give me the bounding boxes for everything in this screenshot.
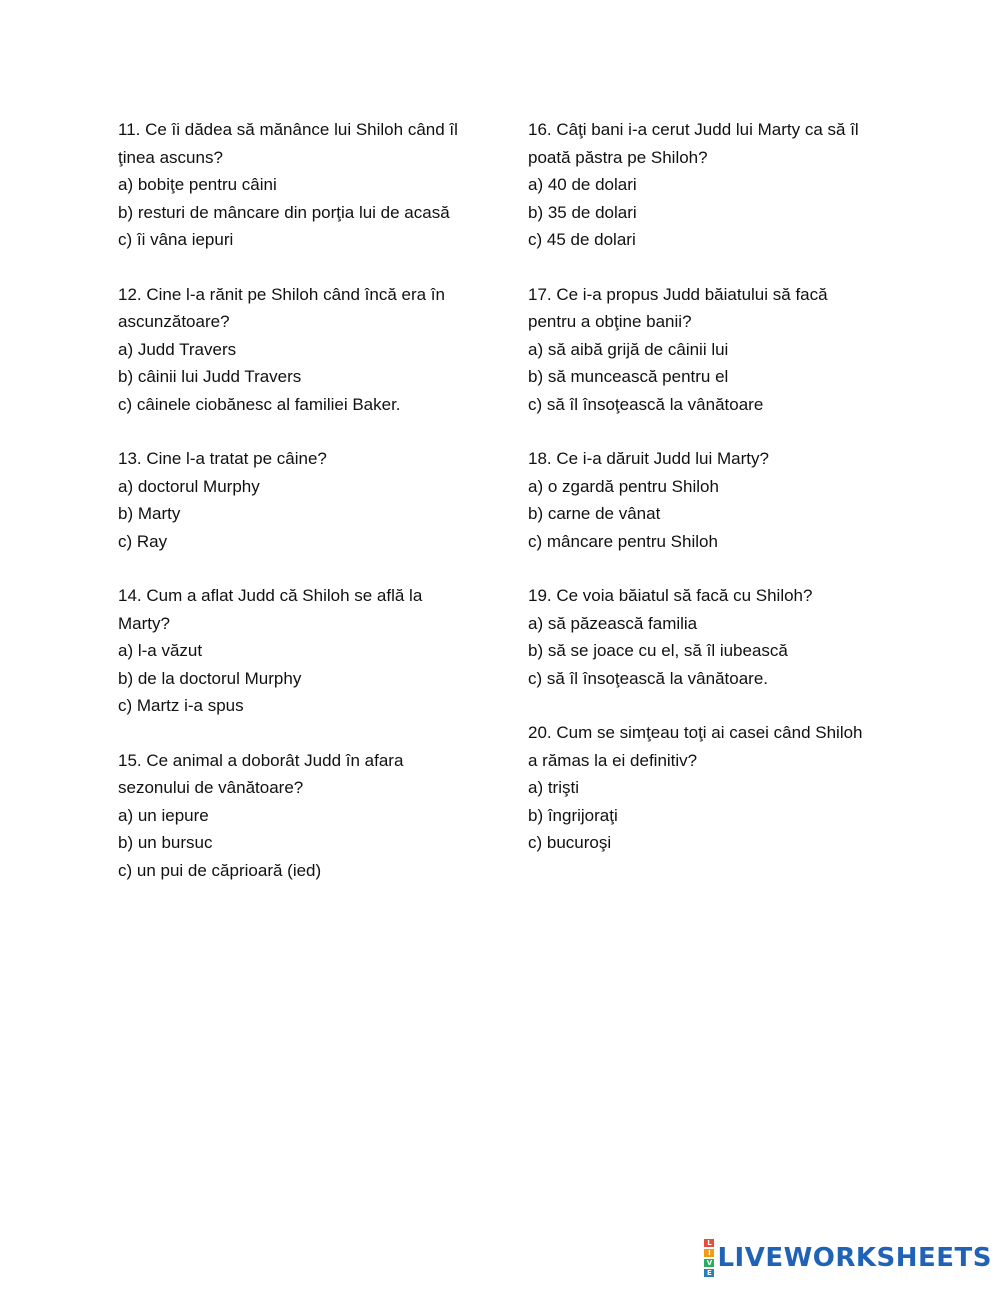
question-block xyxy=(528,719,900,857)
question-text: 12. Cine l-a rănit pe Shiloh când încă era în xyxy=(118,284,445,304)
question-line: c) îi vâna iepuri xyxy=(118,230,234,249)
question-text: 19. Ce voia băiatul să facă cu Shiloh? xyxy=(528,586,813,605)
question-line: a) doctorul Murphy xyxy=(118,476,260,496)
question-text: 20. Cum se simţeau toţi ai casei când Shiloh xyxy=(528,723,863,742)
question-line: b) îngrijoraţi xyxy=(528,805,618,825)
question-line: b) un bursuc xyxy=(118,833,213,852)
question-block xyxy=(118,747,498,885)
question-line: c) bucuroşi xyxy=(528,833,612,852)
question-text: 17. Ce i-a propus Judd băiatului să facă xyxy=(528,284,828,304)
question-line: a) Judd Travers xyxy=(118,339,237,359)
logo-block: E xyxy=(704,1269,714,1277)
question-block xyxy=(118,116,498,254)
question-line: ţinea ascuns? xyxy=(118,147,223,167)
question-line: c) să îl însoţească la vânătoare. xyxy=(528,668,769,688)
question-block xyxy=(528,582,900,692)
question-line: a) bobiţe pentru câini xyxy=(118,175,277,194)
question-line: c) mâncare pentru Shiloh xyxy=(528,531,718,551)
question-line: b) Marty xyxy=(118,504,181,523)
question-line: pentru a obţine banii? xyxy=(528,312,692,331)
question-line: a) o zgardă pentru Shiloh xyxy=(528,476,719,496)
question-block xyxy=(528,445,900,555)
left-question-column xyxy=(118,116,498,911)
question-line: c) să îl însoţească la vânătoare xyxy=(528,394,764,414)
right-question-column xyxy=(528,116,900,884)
question-line: b) câinii lui Judd Travers xyxy=(118,367,302,386)
logo-block: L xyxy=(704,1239,714,1247)
question-line: a) l-a văzut xyxy=(118,641,203,660)
question-line: sezonului de vânătoare? xyxy=(118,778,304,797)
question-line: c) un pui de căprioară (ied) xyxy=(118,860,322,880)
question-line: Marty? xyxy=(118,613,170,633)
question-block xyxy=(118,582,498,720)
logo-block: I xyxy=(704,1249,714,1257)
liveworksheets-logo xyxy=(704,1239,992,1277)
question-line: c) Ray xyxy=(118,531,168,551)
question-line: c) Martz i-a spus xyxy=(118,696,244,715)
question-line: b) să se joace cu el, să îl iubească xyxy=(528,641,788,660)
question-block xyxy=(118,445,498,555)
question-line: b) carne de vânat xyxy=(528,504,661,523)
question-text: 13. Cine l-a tratat pe câine? xyxy=(118,449,327,468)
question-line: b) de la doctorul Murphy xyxy=(118,668,302,688)
question-line: c) 45 de dolari xyxy=(528,230,636,249)
question-line: a rămas la ei definitiv? xyxy=(528,750,698,770)
question-line: a) să păzească familia xyxy=(528,613,698,633)
question-line: c) câinele ciobănesc al familiei Baker. xyxy=(118,394,401,414)
question-line: a) 40 de dolari xyxy=(528,175,637,194)
question-block xyxy=(118,281,498,419)
question-text: 16. Câţi bani i-a cerut Judd lui Marty ca să îl xyxy=(528,120,859,139)
question-line: a) un iepure xyxy=(118,805,209,825)
question-line: b) resturi de mâncare din porţia lui de acasă xyxy=(118,202,450,222)
question-line: b) să muncească pentru el xyxy=(528,367,729,386)
question-line: a) trişti xyxy=(528,778,579,797)
question-line: ascunzătoare? xyxy=(118,312,230,331)
question-block xyxy=(528,116,900,254)
question-text: 15. Ce animal a doborât Judd în afara xyxy=(118,750,404,770)
question-block xyxy=(528,281,900,419)
question-line: b) 35 de dolari xyxy=(528,202,637,222)
question-text: 14. Cum a aflat Judd că Shiloh se află la xyxy=(118,586,423,605)
logo-text: LIVEWORKSHEETS xyxy=(717,1243,992,1273)
question-line: poată păstra pe Shiloh? xyxy=(528,147,708,167)
question-text: 18. Ce i-a dăruit Judd lui Marty? xyxy=(528,449,769,468)
logo-block: V xyxy=(704,1259,714,1267)
logo-color-blocks xyxy=(704,1238,714,1278)
question-line: a) să aibă grijă de câinii lui xyxy=(528,339,729,359)
question-text: 11. Ce îi dădea să mănânce lui Shiloh când îl xyxy=(118,120,458,139)
